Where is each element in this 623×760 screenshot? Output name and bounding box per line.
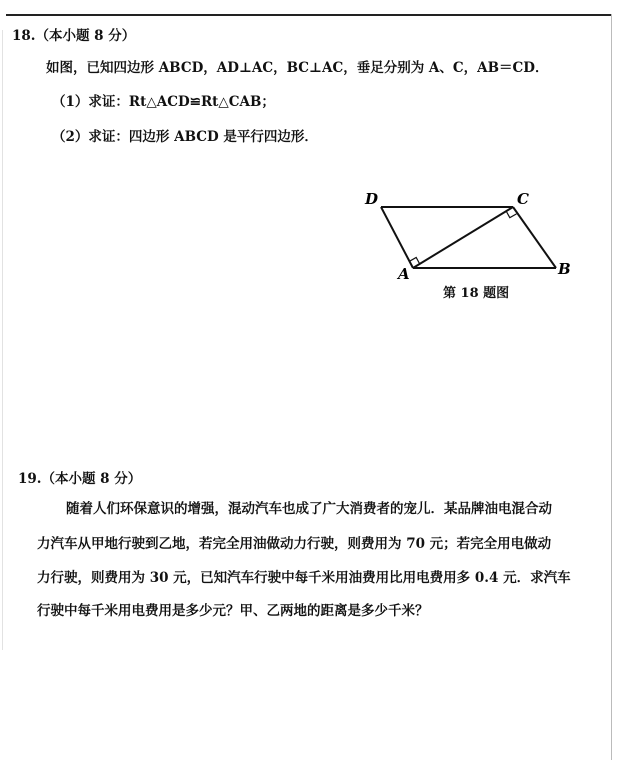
q18-part1: （1）求证：Rt△ACD≌Rt△CAB；: [52, 94, 275, 110]
q19-line-4: 行驶中每千米用电费用是多少元？甲、乙两地的距离是多少千米？: [37, 603, 429, 619]
vertex-label-b: B: [558, 260, 571, 278]
q19-line-2: 力汽车从甲地行驶到乙地，若完全用油做动力行驶，则费用为 70 元；若完全用电做动: [37, 536, 552, 552]
diagonal-ac: [413, 207, 513, 268]
vertex-label-c: C: [517, 190, 529, 208]
q19-line-3: 力行驶，则费用为 30 元，已知汽车行驶中每千米用油费用比用电费用多 0.4 元．求汽车: [37, 570, 571, 586]
q19-line-1: 随着人们环保意识的增强，混动汽车也成了广大消费者的宠儿．某品牌油电混合动: [66, 501, 552, 517]
q18-stem: 如图，已知四边形 ABCD，AD⊥AC，BC⊥AC，垂足分别为 A、C，AB＝CD．: [46, 60, 549, 76]
vertex-label-d: D: [365, 190, 379, 208]
page-left-edge: [2, 30, 3, 650]
q19-header: 19.（本小题 8 分）: [18, 471, 142, 487]
page-right-edge: [611, 14, 612, 760]
page-top-rule: [6, 14, 612, 16]
vertex-label-a: A: [398, 265, 410, 280]
segment-ad: [381, 207, 413, 268]
q18-part2: （2）求证：四边形 ABCD 是平行四边形．: [52, 129, 318, 145]
right-angle-mark-c: [506, 211, 516, 218]
segment-cb: [513, 207, 556, 268]
q18-header: 18.（本小题 8 分）: [12, 28, 136, 44]
q18-figure: [350, 180, 590, 280]
q18-figure-caption: 第 18 题图: [443, 286, 510, 301]
